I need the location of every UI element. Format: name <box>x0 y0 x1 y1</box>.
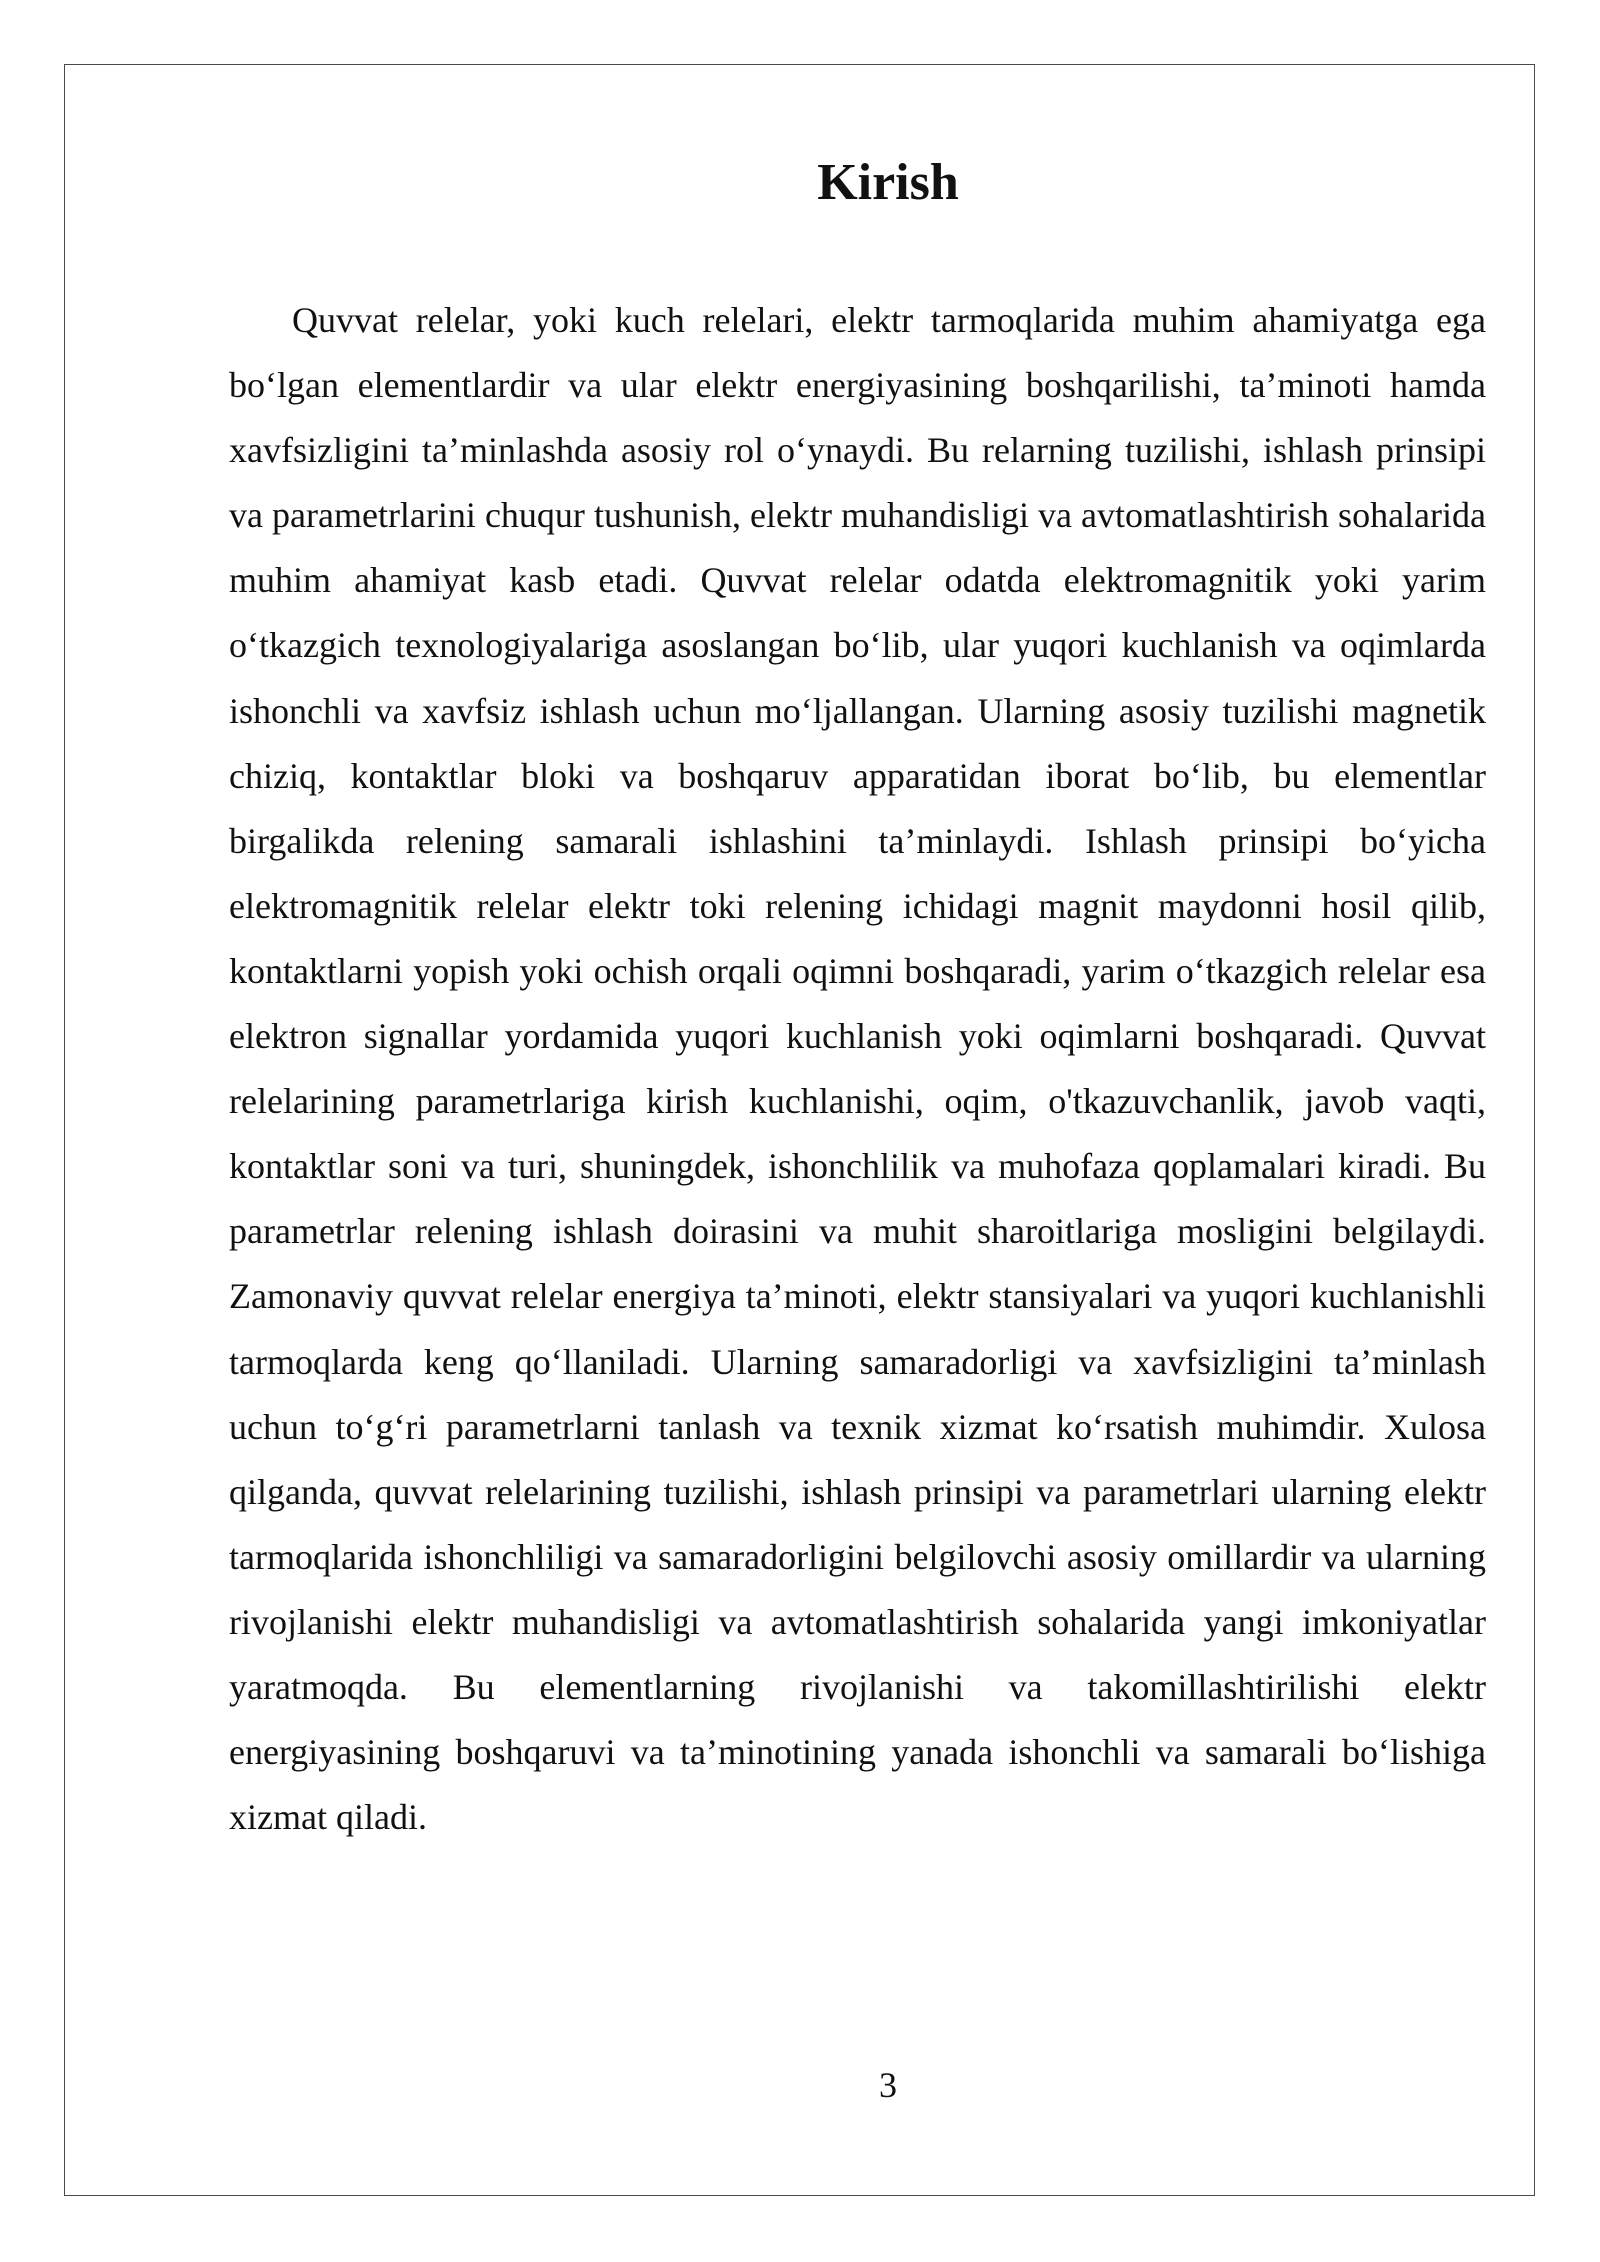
page-title: Kirish <box>817 154 959 211</box>
page-number: 3 <box>879 2065 897 2105</box>
body-paragraph: Quvvat relelar, yoki kuch relelari, elektr tarmoqlarida muhim ahamiyatga ega bo‘lgan elementlardir va ular elektr energiyasining boshqarilishi, ta’minoti hamda xavfsizligini ta’minlashda asosiy rol o‘ynaydi. Bu relarning tuzilishi, ishlash prinsipi va parametrlarini chuqur tushunish, elektr muhandisligi va avtomatlashtirish sohalarida muhim ahamiyat kasb etadi. Quvvat relelar odatda elektromagnitik yoki yarim o‘tkazgich texnologiyalariga asoslangan bo‘lib, ular yuqori kuchlanish va oqimlarda ishonchli va xavfsiz ishlash uchun mo‘ljallangan. Ularning asosiy tuzilishi magnetik chiziq, kontaktlar bloki va boshqaruv apparatidan iborat bo‘lib, bu elementlar birgalikda relening samarali ishlashini ta’minlaydi. Ishlash prinsipi bo‘yicha elektromagnitik relelar elektr toki relening ichidagi magnit maydonni hosil qilib, kontaktlarni yopish yoki ochish orqali oqimni boshqaradi, yarim o‘tkazgich relelar esa elektron signallar yordamida yuqori kuchlanish yoki oqimlarni boshqaradi. Quvvat relelarining parametrlariga kirish kuchlanishi, oqim, o'tkazuvchanlik, javob vaqti, kontaktlar soni va turi, shuningdek, ishonchlilik va muhofaza qoplamalari kiradi. Bu parametrlar relening ishlash doirasini va muhit sharoitlariga mosligini belgilaydi. Zamonaviy quvvat relelar energiya ta’minoti, elektr stansiyalari va yuqori kuchlanishli tarmoqlarda keng qo‘llaniladi. Ularning samaradorligi va xavfsizligini ta’minlash uchun to‘g‘ri parametrlarni tanlash va texnik xizmat ko‘rsatish muhimdir. Xulosa qilganda, quvvat relelarining tuzilishi, ishlash prinsipi va parametrlari ularning elektr tarmoqlarida ishonchliligi va samaradorligini belgilovchi asosiy omillardir va ularning rivojlanishi elektr muhandisligi va avtomatlashtirish sohalarida yangi imkoniyatlar yaratmoqda. Bu elementlarning rivojlanishi va takomillashtirilishi elektr energiyasining boshqaruvi va ta’minotining yanada ishonchli va samarali bo‘lishiga xizmat qiladi. <box>229 300 1486 1838</box>
